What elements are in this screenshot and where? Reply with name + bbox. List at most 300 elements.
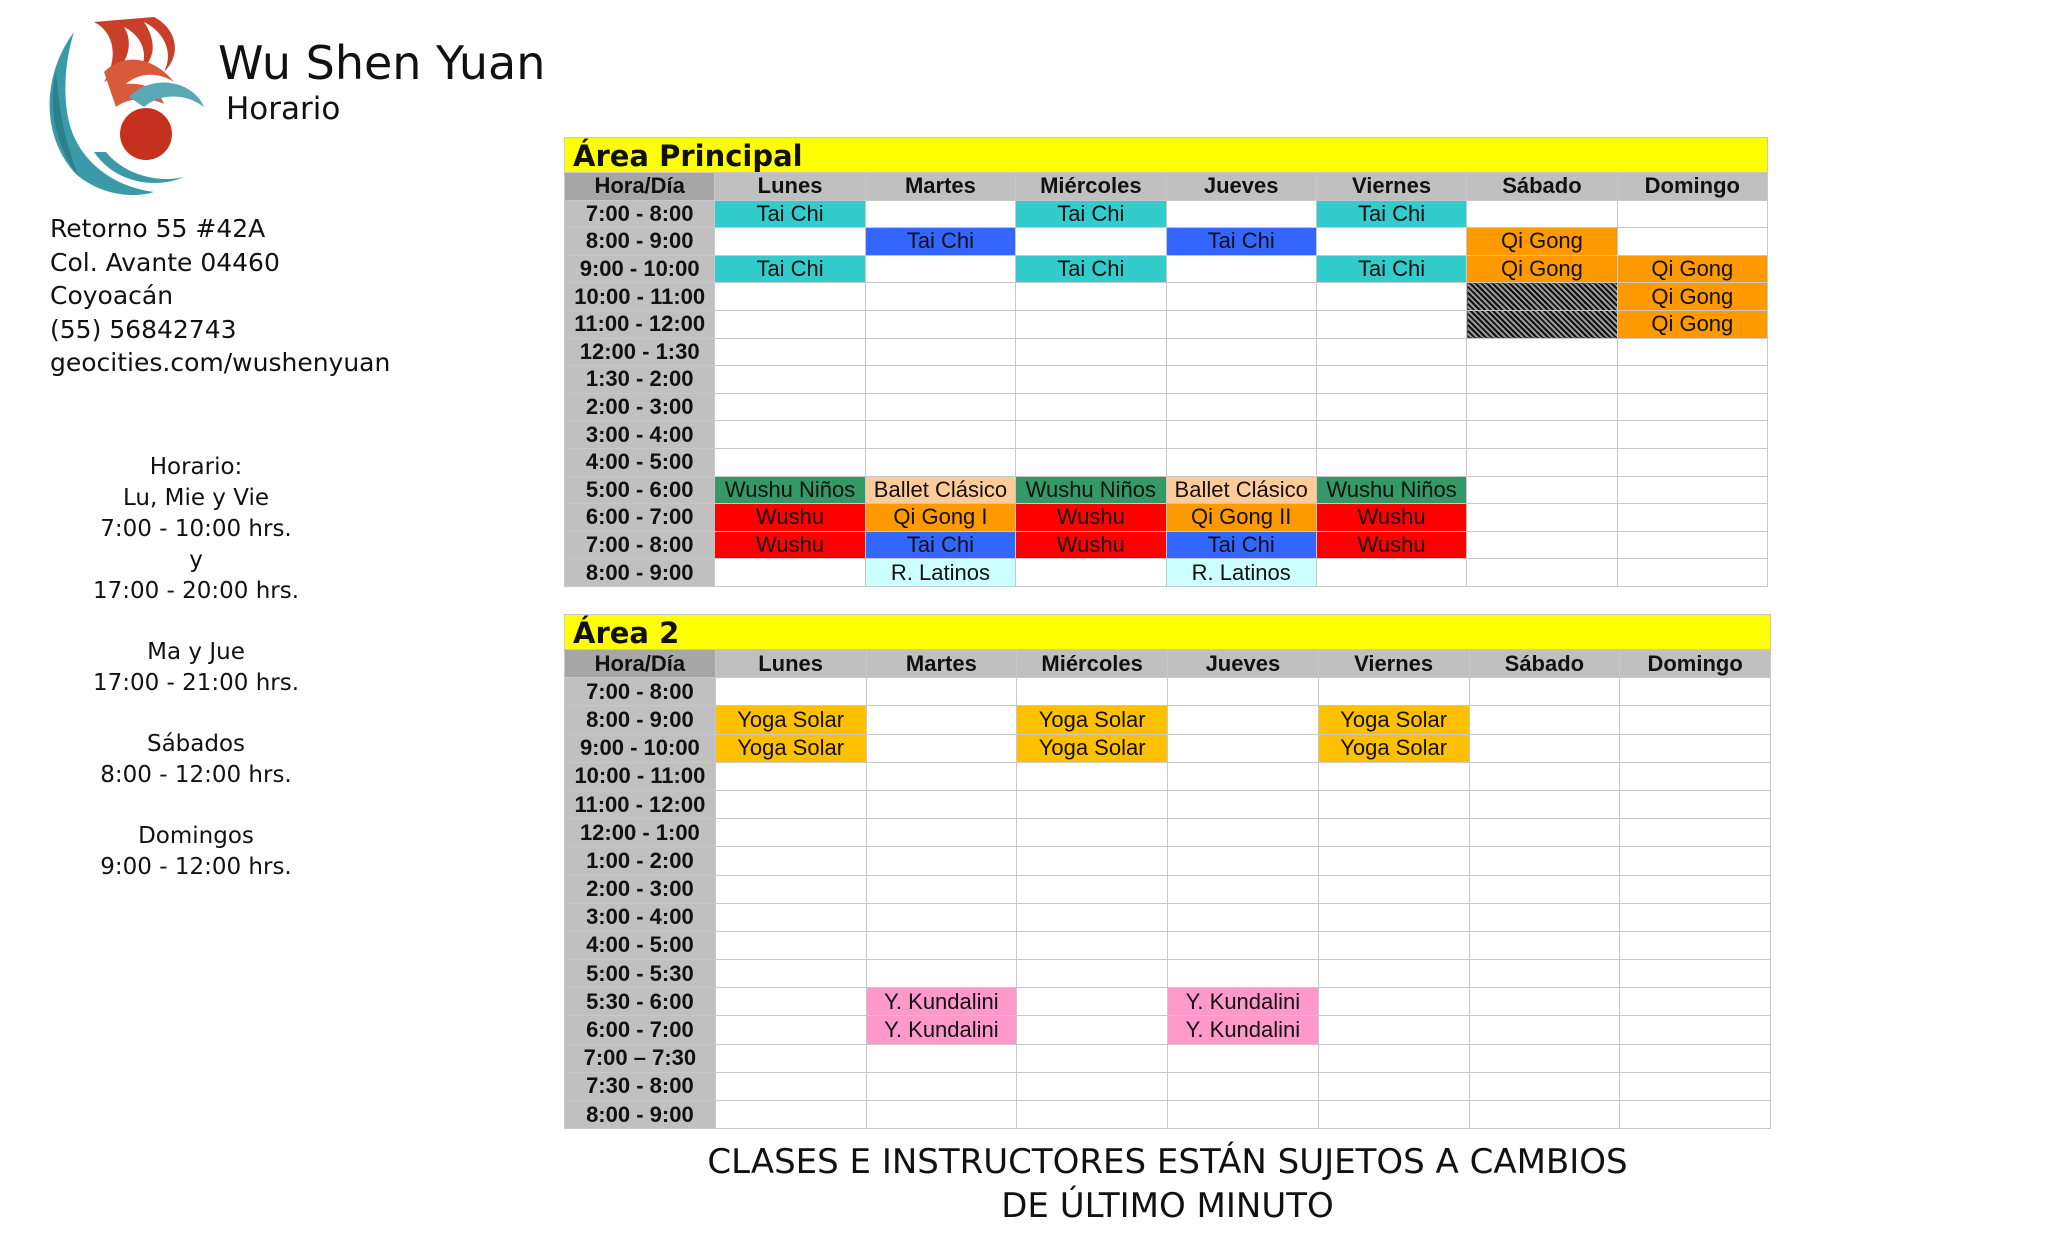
- unavailable-cell: [1467, 283, 1617, 311]
- empty-cell: [1620, 790, 1771, 818]
- class-cell: Tai Chi: [1316, 200, 1466, 228]
- empty-cell: [1469, 706, 1620, 734]
- empty-cell: [866, 875, 1017, 903]
- hours-time: 8:00 - 12:00 hrs.: [100, 762, 292, 788]
- class-cell: Tai Chi: [1016, 255, 1166, 283]
- column-header-hora: Hora/Día: [565, 173, 715, 201]
- empty-cell: [1168, 790, 1319, 818]
- time-slot-cell: 12:00 - 1:30: [565, 338, 715, 366]
- empty-cell: [715, 847, 866, 875]
- empty-cell: [1620, 875, 1771, 903]
- class-cell: Tai Chi: [1166, 531, 1316, 559]
- class-cell: Yoga Solar: [715, 734, 866, 762]
- empty-cell: [1166, 393, 1316, 421]
- time-slot-cell: 2:00 - 3:00: [565, 875, 716, 903]
- empty-cell: [1469, 678, 1620, 706]
- empty-cell: [1469, 903, 1620, 931]
- table-row: [565, 338, 1768, 366]
- empty-cell: [1168, 931, 1319, 959]
- time-slot-cell: 12:00 - 1:00: [565, 819, 716, 847]
- column-header-hora: Hora/Día: [565, 650, 716, 678]
- table-row: [565, 1072, 1771, 1100]
- empty-cell: [1469, 1101, 1620, 1129]
- empty-cell: [1469, 1044, 1620, 1072]
- time-slot-cell: 6:00 - 7:00: [565, 504, 715, 532]
- empty-cell: [866, 1101, 1017, 1129]
- empty-cell: [1166, 338, 1316, 366]
- address-city: Coyoacán: [50, 281, 174, 310]
- area-2-title: Área 2: [564, 614, 1771, 649]
- empty-cell: [1016, 559, 1166, 587]
- empty-cell: [1617, 559, 1767, 587]
- class-cell: R. Latinos: [1166, 559, 1316, 587]
- empty-cell: [1016, 448, 1166, 476]
- empty-cell: [1318, 931, 1469, 959]
- empty-cell: [1316, 366, 1466, 394]
- class-cell: Tai Chi: [865, 228, 1015, 256]
- time-slot-cell: 4:00 - 5:00: [565, 448, 715, 476]
- empty-cell: [1469, 734, 1620, 762]
- table-row: [565, 255, 1768, 283]
- time-slot-cell: 11:00 - 12:00: [565, 310, 715, 338]
- empty-cell: [1017, 903, 1168, 931]
- class-cell: Tai Chi: [1166, 228, 1316, 256]
- class-cell: Tai Chi: [715, 255, 865, 283]
- empty-cell: [866, 706, 1017, 734]
- time-slot-cell: 3:00 - 4:00: [565, 903, 716, 931]
- class-cell: Wushu: [1316, 531, 1466, 559]
- class-cell: Wushu Niños: [715, 476, 865, 504]
- empty-cell: [1318, 1072, 1469, 1100]
- empty-cell: [866, 734, 1017, 762]
- empty-cell: [1467, 200, 1617, 228]
- empty-cell: [865, 255, 1015, 283]
- table-row: [565, 310, 1768, 338]
- empty-cell: [1467, 421, 1617, 449]
- column-header-day: Jueves: [1166, 173, 1316, 201]
- empty-cell: [1017, 819, 1168, 847]
- time-slot-cell: 4:00 - 5:00: [565, 931, 716, 959]
- class-cell: Y. Kundalini: [1168, 988, 1319, 1016]
- empty-cell: [715, 678, 866, 706]
- class-cell: Wushu: [1316, 504, 1466, 532]
- empty-cell: [715, 448, 865, 476]
- empty-cell: [1318, 988, 1469, 1016]
- empty-cell: [1469, 819, 1620, 847]
- empty-cell: [1617, 338, 1767, 366]
- disclaimer: [564, 1140, 1771, 1228]
- empty-cell: [865, 338, 1015, 366]
- empty-cell: [1620, 762, 1771, 790]
- empty-cell: [1016, 228, 1166, 256]
- empty-cell: [1620, 903, 1771, 931]
- empty-cell: [1620, 819, 1771, 847]
- area-principal-title: Área Principal: [564, 137, 1768, 172]
- empty-cell: [1166, 448, 1316, 476]
- empty-cell: [1017, 988, 1168, 1016]
- empty-cell: [1017, 960, 1168, 988]
- column-header-day: Sábado: [1467, 173, 1617, 201]
- empty-cell: [1166, 366, 1316, 394]
- table-row: [565, 678, 1771, 706]
- empty-cell: [1017, 1044, 1168, 1072]
- empty-cell: [1620, 931, 1771, 959]
- empty-cell: [1318, 1101, 1469, 1129]
- time-slot-cell: 7:00 - 8:00: [565, 531, 715, 559]
- empty-cell: [1318, 1016, 1469, 1044]
- time-slot-cell: 8:00 - 9:00: [565, 706, 716, 734]
- table-row: [565, 421, 1768, 449]
- empty-cell: [1318, 678, 1469, 706]
- empty-cell: [1617, 476, 1767, 504]
- hours-time: 17:00 - 21:00 hrs.: [92, 670, 300, 696]
- empty-cell: [866, 903, 1017, 931]
- time-slot-cell: 9:00 - 10:00: [565, 255, 715, 283]
- class-cell: Wushu: [715, 531, 865, 559]
- empty-cell: [1168, 678, 1319, 706]
- empty-cell: [1017, 1016, 1168, 1044]
- empty-cell: [1469, 1016, 1620, 1044]
- brand-name: Wu Shen Yuan: [218, 36, 546, 90]
- table-row: [565, 819, 1771, 847]
- class-cell: Qi Gong: [1617, 310, 1767, 338]
- empty-cell: [1316, 393, 1466, 421]
- class-cell: Qi Gong: [1617, 255, 1767, 283]
- empty-cell: [715, 393, 865, 421]
- column-header-day: Sábado: [1469, 650, 1620, 678]
- empty-cell: [715, 762, 866, 790]
- address-colonia: Col. Avante 04460: [50, 247, 280, 277]
- empty-cell: [1168, 960, 1319, 988]
- empty-cell: [1467, 531, 1617, 559]
- empty-cell: [1016, 366, 1166, 394]
- address-phone: (55) 56842743: [50, 314, 237, 344]
- class-cell: Wushu Niños: [1316, 476, 1466, 504]
- hours-block: [40, 452, 352, 883]
- class-cell: Wushu: [1016, 531, 1166, 559]
- empty-cell: [1016, 393, 1166, 421]
- empty-cell: [1316, 448, 1466, 476]
- table-row: [565, 1101, 1771, 1129]
- hours-time: 7:00 - 10:00 hrs.: [100, 516, 292, 542]
- empty-cell: [715, 310, 865, 338]
- column-header-day: Domingo: [1617, 173, 1767, 201]
- empty-cell: [715, 988, 866, 1016]
- empty-cell: [1620, 988, 1771, 1016]
- empty-cell: [866, 1044, 1017, 1072]
- table-row: [565, 931, 1771, 959]
- empty-cell: [1166, 283, 1316, 311]
- area-principal-schedule: [564, 137, 1768, 587]
- empty-cell: [1316, 283, 1466, 311]
- brand-block: [218, 36, 545, 128]
- empty-cell: [1469, 931, 1620, 959]
- empty-cell: [1318, 960, 1469, 988]
- address-block: [50, 212, 390, 380]
- empty-cell: [1318, 762, 1469, 790]
- table-row: [565, 559, 1768, 587]
- empty-cell: [1318, 875, 1469, 903]
- class-cell: Y. Kundalini: [1168, 1016, 1319, 1044]
- empty-cell: [1617, 421, 1767, 449]
- empty-cell: [715, 903, 866, 931]
- hours-days-mj: Ma y Jue: [147, 639, 245, 665]
- class-cell: Qi Gong: [1467, 255, 1617, 283]
- empty-cell: [1467, 338, 1617, 366]
- time-slot-cell: 3:00 - 4:00: [565, 421, 715, 449]
- unavailable-cell: [1467, 310, 1617, 338]
- empty-cell: [715, 790, 866, 818]
- empty-cell: [1016, 310, 1166, 338]
- address-web: geocities.com/wushenyuan: [50, 348, 391, 377]
- empty-cell: [1467, 504, 1617, 532]
- table-row: [565, 706, 1771, 734]
- empty-cell: [1318, 790, 1469, 818]
- hours-conjunction: y: [189, 547, 203, 573]
- empty-cell: [1017, 762, 1168, 790]
- empty-cell: [1017, 678, 1168, 706]
- table-row: [565, 790, 1771, 818]
- class-cell: Qi Gong: [1617, 283, 1767, 311]
- table-row: [565, 988, 1771, 1016]
- empty-cell: [1617, 393, 1767, 421]
- empty-cell: [866, 931, 1017, 959]
- table-row: [565, 448, 1768, 476]
- empty-cell: [1316, 559, 1466, 587]
- empty-cell: [866, 762, 1017, 790]
- empty-cell: [1620, 1101, 1771, 1129]
- hours-days-lmv: Lu, Mie y Vie: [123, 485, 269, 511]
- empty-cell: [715, 366, 865, 394]
- empty-cell: [1620, 678, 1771, 706]
- empty-cell: [1469, 875, 1620, 903]
- column-header-day: Lunes: [715, 650, 866, 678]
- empty-cell: [866, 960, 1017, 988]
- empty-cell: [1166, 421, 1316, 449]
- empty-cell: [1017, 1072, 1168, 1100]
- empty-cell: [1467, 448, 1617, 476]
- empty-cell: [1469, 847, 1620, 875]
- empty-cell: [865, 393, 1015, 421]
- time-slot-cell: 6:00 - 7:00: [565, 1016, 716, 1044]
- empty-cell: [715, 338, 865, 366]
- empty-cell: [1620, 734, 1771, 762]
- table-row: [565, 847, 1771, 875]
- empty-cell: [1620, 847, 1771, 875]
- empty-cell: [1318, 903, 1469, 931]
- empty-cell: [1617, 531, 1767, 559]
- empty-cell: [715, 819, 866, 847]
- empty-cell: [1316, 338, 1466, 366]
- time-slot-cell: 7:30 - 8:00: [565, 1072, 716, 1100]
- table-row: [565, 393, 1768, 421]
- table-row: [565, 734, 1771, 762]
- class-cell: Yoga Solar: [1318, 706, 1469, 734]
- area-2-schedule: [564, 614, 1771, 1129]
- class-cell: Qi Gong I: [865, 504, 1015, 532]
- class-cell: Ballet Clásico: [865, 476, 1015, 504]
- table-row: [565, 531, 1768, 559]
- empty-cell: [1017, 875, 1168, 903]
- empty-cell: [1166, 310, 1316, 338]
- hours-time: 9:00 - 12:00 hrs.: [100, 854, 292, 880]
- column-header-day: Viernes: [1316, 173, 1466, 201]
- column-header-day: Lunes: [715, 173, 865, 201]
- time-slot-cell: 5:30 - 6:00: [565, 988, 716, 1016]
- table-row: [565, 283, 1768, 311]
- empty-cell: [1016, 283, 1166, 311]
- time-slot-cell: 10:00 - 11:00: [565, 762, 716, 790]
- table-row: [565, 1016, 1771, 1044]
- empty-cell: [1617, 200, 1767, 228]
- empty-cell: [1469, 762, 1620, 790]
- empty-cell: [1016, 421, 1166, 449]
- empty-cell: [1016, 338, 1166, 366]
- empty-cell: [715, 1072, 866, 1100]
- table-row: [565, 366, 1768, 394]
- empty-cell: [1168, 706, 1319, 734]
- empty-cell: [1620, 1044, 1771, 1072]
- brand-subtitle: Horario: [226, 91, 341, 127]
- empty-cell: [865, 200, 1015, 228]
- empty-cell: [1316, 421, 1466, 449]
- column-header-day: Domingo: [1620, 650, 1771, 678]
- time-slot-cell: 8:00 - 9:00: [565, 1101, 716, 1129]
- time-slot-cell: 10:00 - 11:00: [565, 283, 715, 311]
- empty-cell: [1620, 960, 1771, 988]
- column-header-day: Martes: [866, 650, 1017, 678]
- empty-cell: [1318, 1044, 1469, 1072]
- empty-cell: [865, 310, 1015, 338]
- column-header-day: Jueves: [1168, 650, 1319, 678]
- table-row: [565, 762, 1771, 790]
- empty-cell: [1469, 1072, 1620, 1100]
- empty-cell: [1617, 228, 1767, 256]
- hours-title: Horario:: [149, 454, 243, 480]
- empty-cell: [866, 1072, 1017, 1100]
- empty-cell: [1469, 988, 1620, 1016]
- time-slot-cell: 5:00 - 5:30: [565, 960, 716, 988]
- table-row: [565, 903, 1771, 931]
- empty-cell: [866, 819, 1017, 847]
- empty-cell: [1318, 847, 1469, 875]
- table-row: [565, 200, 1768, 228]
- area-principal-table: [564, 172, 1768, 587]
- empty-cell: [1620, 1016, 1771, 1044]
- empty-cell: [866, 678, 1017, 706]
- time-slot-cell: 8:00 - 9:00: [565, 228, 715, 256]
- class-cell: Yoga Solar: [715, 706, 866, 734]
- empty-cell: [715, 960, 866, 988]
- address-street: Retorno 55 #42A: [50, 214, 266, 243]
- column-header-day: Viernes: [1318, 650, 1469, 678]
- class-cell: Y. Kundalini: [866, 988, 1017, 1016]
- empty-cell: [1017, 847, 1168, 875]
- empty-cell: [1469, 790, 1620, 818]
- empty-cell: [865, 283, 1015, 311]
- class-cell: Tai Chi: [1316, 255, 1466, 283]
- empty-cell: [715, 283, 865, 311]
- table-row: [565, 504, 1768, 532]
- empty-cell: [1168, 1072, 1319, 1100]
- empty-cell: [1318, 819, 1469, 847]
- empty-cell: [1467, 393, 1617, 421]
- empty-cell: [1168, 1101, 1319, 1129]
- class-cell: Wushu Niños: [1016, 476, 1166, 504]
- time-slot-cell: 2:00 - 3:00: [565, 393, 715, 421]
- empty-cell: [715, 875, 866, 903]
- column-header-day: Martes: [865, 173, 1015, 201]
- time-slot-cell: 7:00 - 8:00: [565, 200, 715, 228]
- class-cell: Qi Gong II: [1166, 504, 1316, 532]
- empty-cell: [1168, 847, 1319, 875]
- empty-cell: [1166, 200, 1316, 228]
- empty-cell: [1168, 1044, 1319, 1072]
- hours-days-sab: Sábados: [146, 731, 246, 757]
- empty-cell: [866, 790, 1017, 818]
- disclaimer-line-1: CLASES E INSTRUCTORES ESTÁN SUJETOS A CAMBIOS: [707, 1142, 1628, 1182]
- empty-cell: [1168, 875, 1319, 903]
- empty-cell: [1617, 504, 1767, 532]
- empty-cell: [715, 559, 865, 587]
- empty-cell: [1017, 931, 1168, 959]
- table-row: [565, 476, 1768, 504]
- empty-cell: [1168, 762, 1319, 790]
- column-header-day: Miércoles: [1016, 173, 1166, 201]
- table-row: [565, 960, 1771, 988]
- empty-cell: [1168, 819, 1319, 847]
- empty-cell: [1467, 476, 1617, 504]
- empty-cell: [866, 847, 1017, 875]
- empty-cell: [1620, 1072, 1771, 1100]
- class-cell: Yoga Solar: [1318, 734, 1469, 762]
- time-slot-cell: 1:00 - 2:00: [565, 847, 716, 875]
- class-cell: Y. Kundalini: [866, 1016, 1017, 1044]
- empty-cell: [1166, 255, 1316, 283]
- empty-cell: [1168, 734, 1319, 762]
- empty-cell: [1316, 310, 1466, 338]
- wu-shen-yuan-logo: [34, 12, 218, 202]
- disclaimer-line-2: DE ÚLTIMO MINUTO: [1001, 1186, 1334, 1226]
- empty-cell: [1620, 706, 1771, 734]
- hours-days-dom: Domingos: [138, 823, 254, 849]
- empty-cell: [1617, 366, 1767, 394]
- time-slot-cell: 1:30 - 2:00: [565, 366, 715, 394]
- class-cell: Wushu: [715, 504, 865, 532]
- empty-cell: [865, 421, 1015, 449]
- area-2-table: [564, 649, 1771, 1129]
- time-slot-cell: 8:00 - 9:00: [565, 559, 715, 587]
- class-cell: Wushu: [1016, 504, 1166, 532]
- empty-cell: [715, 931, 866, 959]
- empty-cell: [715, 1101, 866, 1129]
- time-slot-cell: 9:00 - 10:00: [565, 734, 716, 762]
- empty-cell: [1017, 790, 1168, 818]
- empty-cell: [715, 1016, 866, 1044]
- time-slot-cell: 11:00 - 12:00: [565, 790, 716, 818]
- table-row: [565, 228, 1768, 256]
- empty-cell: [1168, 903, 1319, 931]
- empty-cell: [1469, 960, 1620, 988]
- class-cell: Yoga Solar: [1017, 706, 1168, 734]
- empty-cell: [1467, 559, 1617, 587]
- empty-cell: [1017, 1101, 1168, 1129]
- table-row: [565, 875, 1771, 903]
- class-cell: R. Latinos: [865, 559, 1015, 587]
- empty-cell: [1467, 366, 1617, 394]
- empty-cell: [715, 228, 865, 256]
- time-slot-cell: 5:00 - 6:00: [565, 476, 715, 504]
